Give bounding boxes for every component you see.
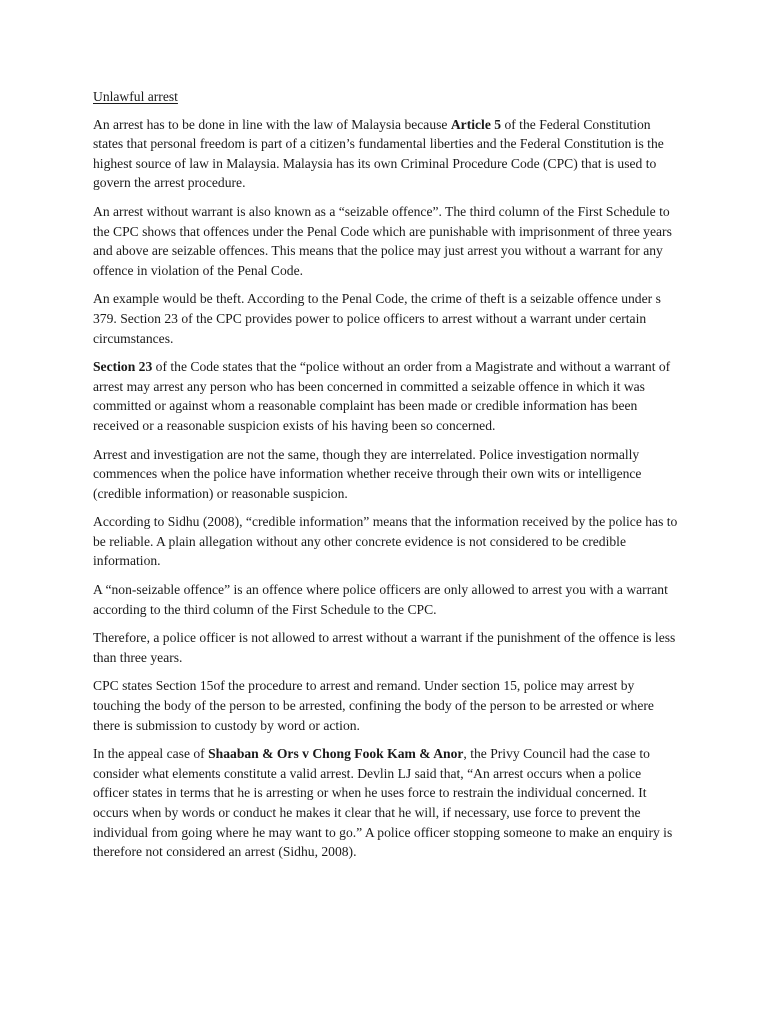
paragraph-seizable-offence: An arrest without warrant is also known as a “seizable offence”. The third column of the First Schedule to the CPC shows that offences under the Penal Code which are punishable with imprisonment of three years and above are seizable offences. This means that the police may just arrest you without a warrant for any offence in violation of the Penal Code. bbox=[93, 203, 672, 278]
section-23-reference: Section 23 bbox=[93, 359, 153, 375]
paragraph-warrant-requirement: Therefore, a police officer is not allowed to arrest without a warrant if the punishment of the offence is less than three years. bbox=[93, 630, 676, 665]
paragraph-text: In the appeal case of bbox=[93, 746, 209, 762]
paragraph-non-seizable-offence: A “non-seizable offence” is an offence where police officers are only allowed to arrest you with a warrant according to the third column of the First Schedule to the CPC. bbox=[93, 582, 668, 617]
paragraph-appeal-case bbox=[93, 744, 678, 862]
paragraph-text: of the Federal Constitution states that personal freedom is part of a citizen’s fundamental liberties and the Federal Constitution is the highest source of law in Malaysia. Malaysia has its own Criminal Procedure Code (CPC) that is used to govern the arrest procedure. bbox=[93, 116, 664, 191]
article-5-reference: Article 5 bbox=[450, 116, 502, 132]
section-heading: Unlawful arrest bbox=[93, 89, 178, 104]
paragraph-article-5 bbox=[93, 115, 678, 193]
paragraph-theft-example: An example would be theft. According to the Penal Code, the crime of theft is a seizable offence under s 379. Section 23 of the CPC provides power to police officers to arrest without a warrant under certain circumstances. bbox=[93, 291, 661, 346]
paragraph-arrest-investigation: Arrest and investigation are not the same, though they are interrelated. Police investigation normally commences when the police have information whether receive through their own wits or intelligence (credible information) or reasonable suspicion. bbox=[93, 446, 642, 501]
paragraph-text: of the Code states that the “police without an order from a Magistrate and without a warrant of arrest may arrest any person who has been concerned in committed a seizable offence in which it was committed or against whom a reasonable complaint has been made or credible information has been received or a reasonable suspicion exists of his having been so concerned. bbox=[93, 359, 671, 433]
document-page bbox=[93, 87, 678, 871]
paragraph-credible-information: According to Sidhu (2008), “credible information” means that the information received by the police has to be reliable. A plain allegation without any other concrete evidence is not considered to be credible information. bbox=[93, 514, 678, 569]
paragraph-section-15: CPC states Section 15of the procedure to arrest and remand. Under section 15, police may arrest by touching the body of the person to be arrested, confining the body of the person to be arrested or where there is submission to custody by word or action. bbox=[93, 678, 654, 733]
paragraph-text: , the Privy Council had the case to consider what elements constitute a valid arrest. Devlin LJ said that, “An arrest occurs when a police officer states in terms that he is arresting or when he uses force to restrain the individual concerned. It occurs when by words or conduct he makes it clear that he will, if necessary, use force to prevent the individual from going where he may want to go.” A police officer stopping someone to make an enquiry is therefore not considered an arrest (Sidhu, 2008). bbox=[93, 746, 673, 860]
paragraph-section-23 bbox=[93, 357, 678, 435]
paragraph-text: An arrest has to be done in line with the law of Malaysia because bbox=[93, 116, 451, 132]
case-name: Shaaban & Ors v Chong Fook Kam & Anor bbox=[208, 746, 464, 762]
